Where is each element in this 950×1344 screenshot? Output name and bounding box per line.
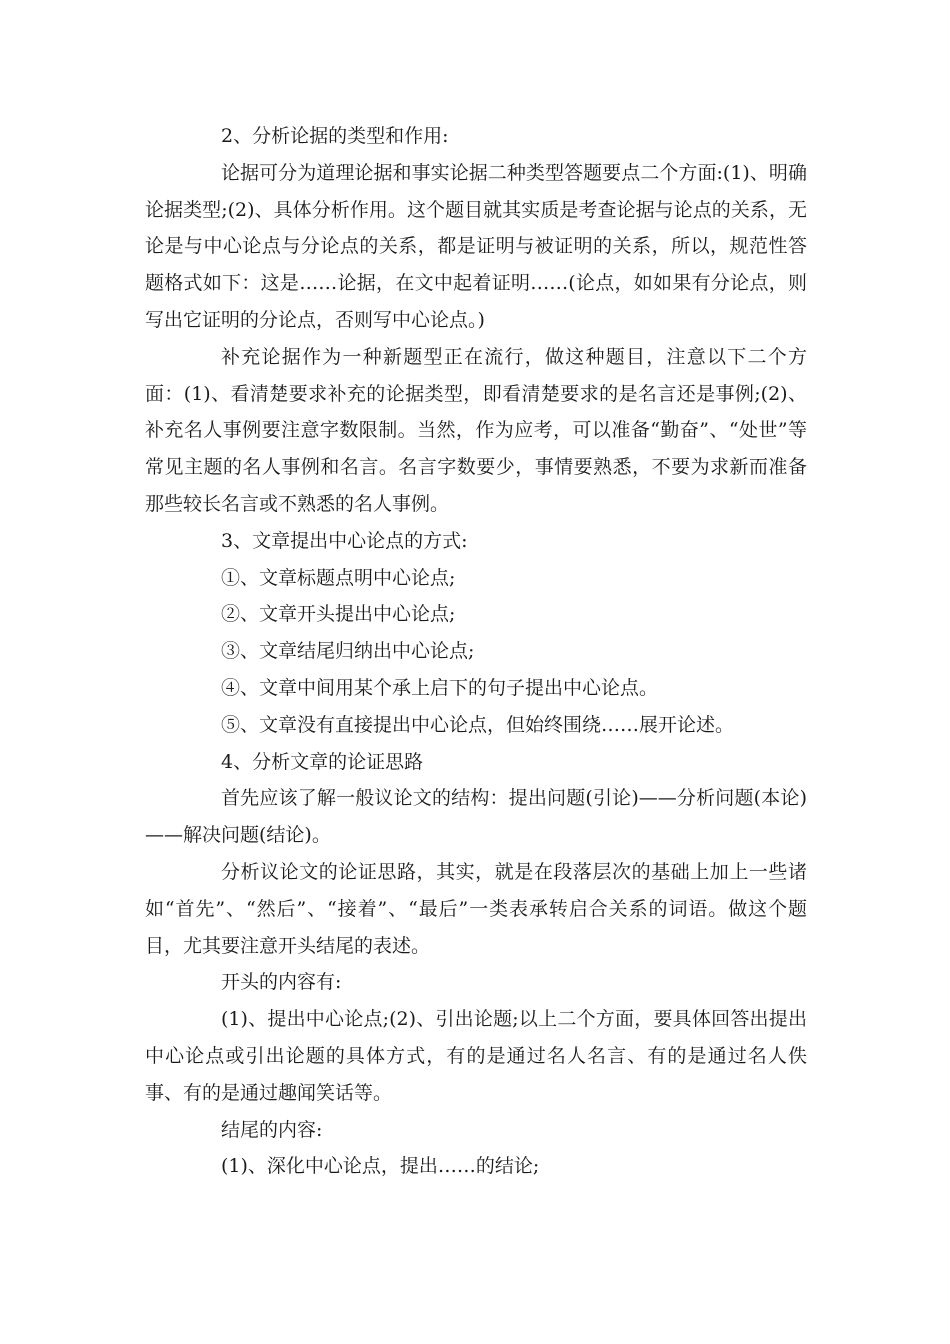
heading-argument-structure: 4、分析文章的论证思路 (221, 750, 424, 773)
paragraph-reasoning-analysis: 分析议论文的论证思路，其实，就是在段落层次的基础上加上一些诸如“首先”、“然后”、“接着”、“最后”一类表承转启合关系的词语。做这个题目，尤其要注意开头结尾的表述。 (145, 860, 807, 957)
heading-central-argument-methods: 3、文章提出中心论点的方式: (221, 529, 468, 552)
list-item-method-4: ④、文章中间用某个承上启下的句子提出中心论点。 (221, 676, 659, 699)
paragraph-supplement-argument: 补充论据作为一种新题型正在流行，做这种题目，注意以下二个方面：(1)、看清楚要求补充的论据类型，即看清楚要求的是名言还是事例;(2)、补充名人事例要注意字数限制。当然，作为应考，可以准备“勤奋”、“处世”等常见主题的名人事例和名言。名言字数要少，事情要熟悉，不要为求新而准备那些较长名言或不熟悉的名人事例。 (145, 345, 807, 515)
list-item-method-1: ①、文章标题点明中心论点; (221, 566, 456, 589)
paragraph-argument-types: 论据可分为道理论据和事实论据二种类型答题要点二个方面:(1)、明确论据类型;(2)、具体分析作用。这个题目就其实质是考查论据与论点的关系，无论是与中心论点与分论点的关系，都是证明与被证明的关系，所以，规范性答题格式如下：这是……论据，在文中起着证明……(论点，如如果有分论点，则写出它证明的分论点，否则写中心论点。) (145, 161, 807, 331)
heading-argument-types: 2、分析论据的类型和作用: (221, 125, 449, 147)
document-body (145, 118, 807, 1185)
list-item-method-5: ⑤、文章没有直接提出中心论点，但始终围绕……展开论述。 (221, 713, 735, 736)
paragraph-opening-content: (1)、提出中心论点;(2)、引出论题;以上二个方面，要具体回答出提出中心论点或引出论题的具体方式，有的是通过名人名言、有的是通过名人佚事、有的是通过趣闻笑话等。 (145, 1008, 807, 1104)
list-item-method-2: ②、文章开头提出中心论点; (221, 603, 456, 626)
list-item-method-3: ③、文章结尾归纳出中心论点; (221, 640, 475, 663)
heading-ending-content: 结尾的内容: (221, 1118, 323, 1141)
heading-opening-content: 开头的内容有: (221, 971, 342, 994)
paragraph-ending-content: (1)、深化中心论点，提出……的结论; (221, 1155, 540, 1178)
paragraph-essay-structure: 首先应该了解一般议论文的结构：提出问题(引论)——分析问题(本论)——解决问题(结论)。 (145, 787, 807, 847)
